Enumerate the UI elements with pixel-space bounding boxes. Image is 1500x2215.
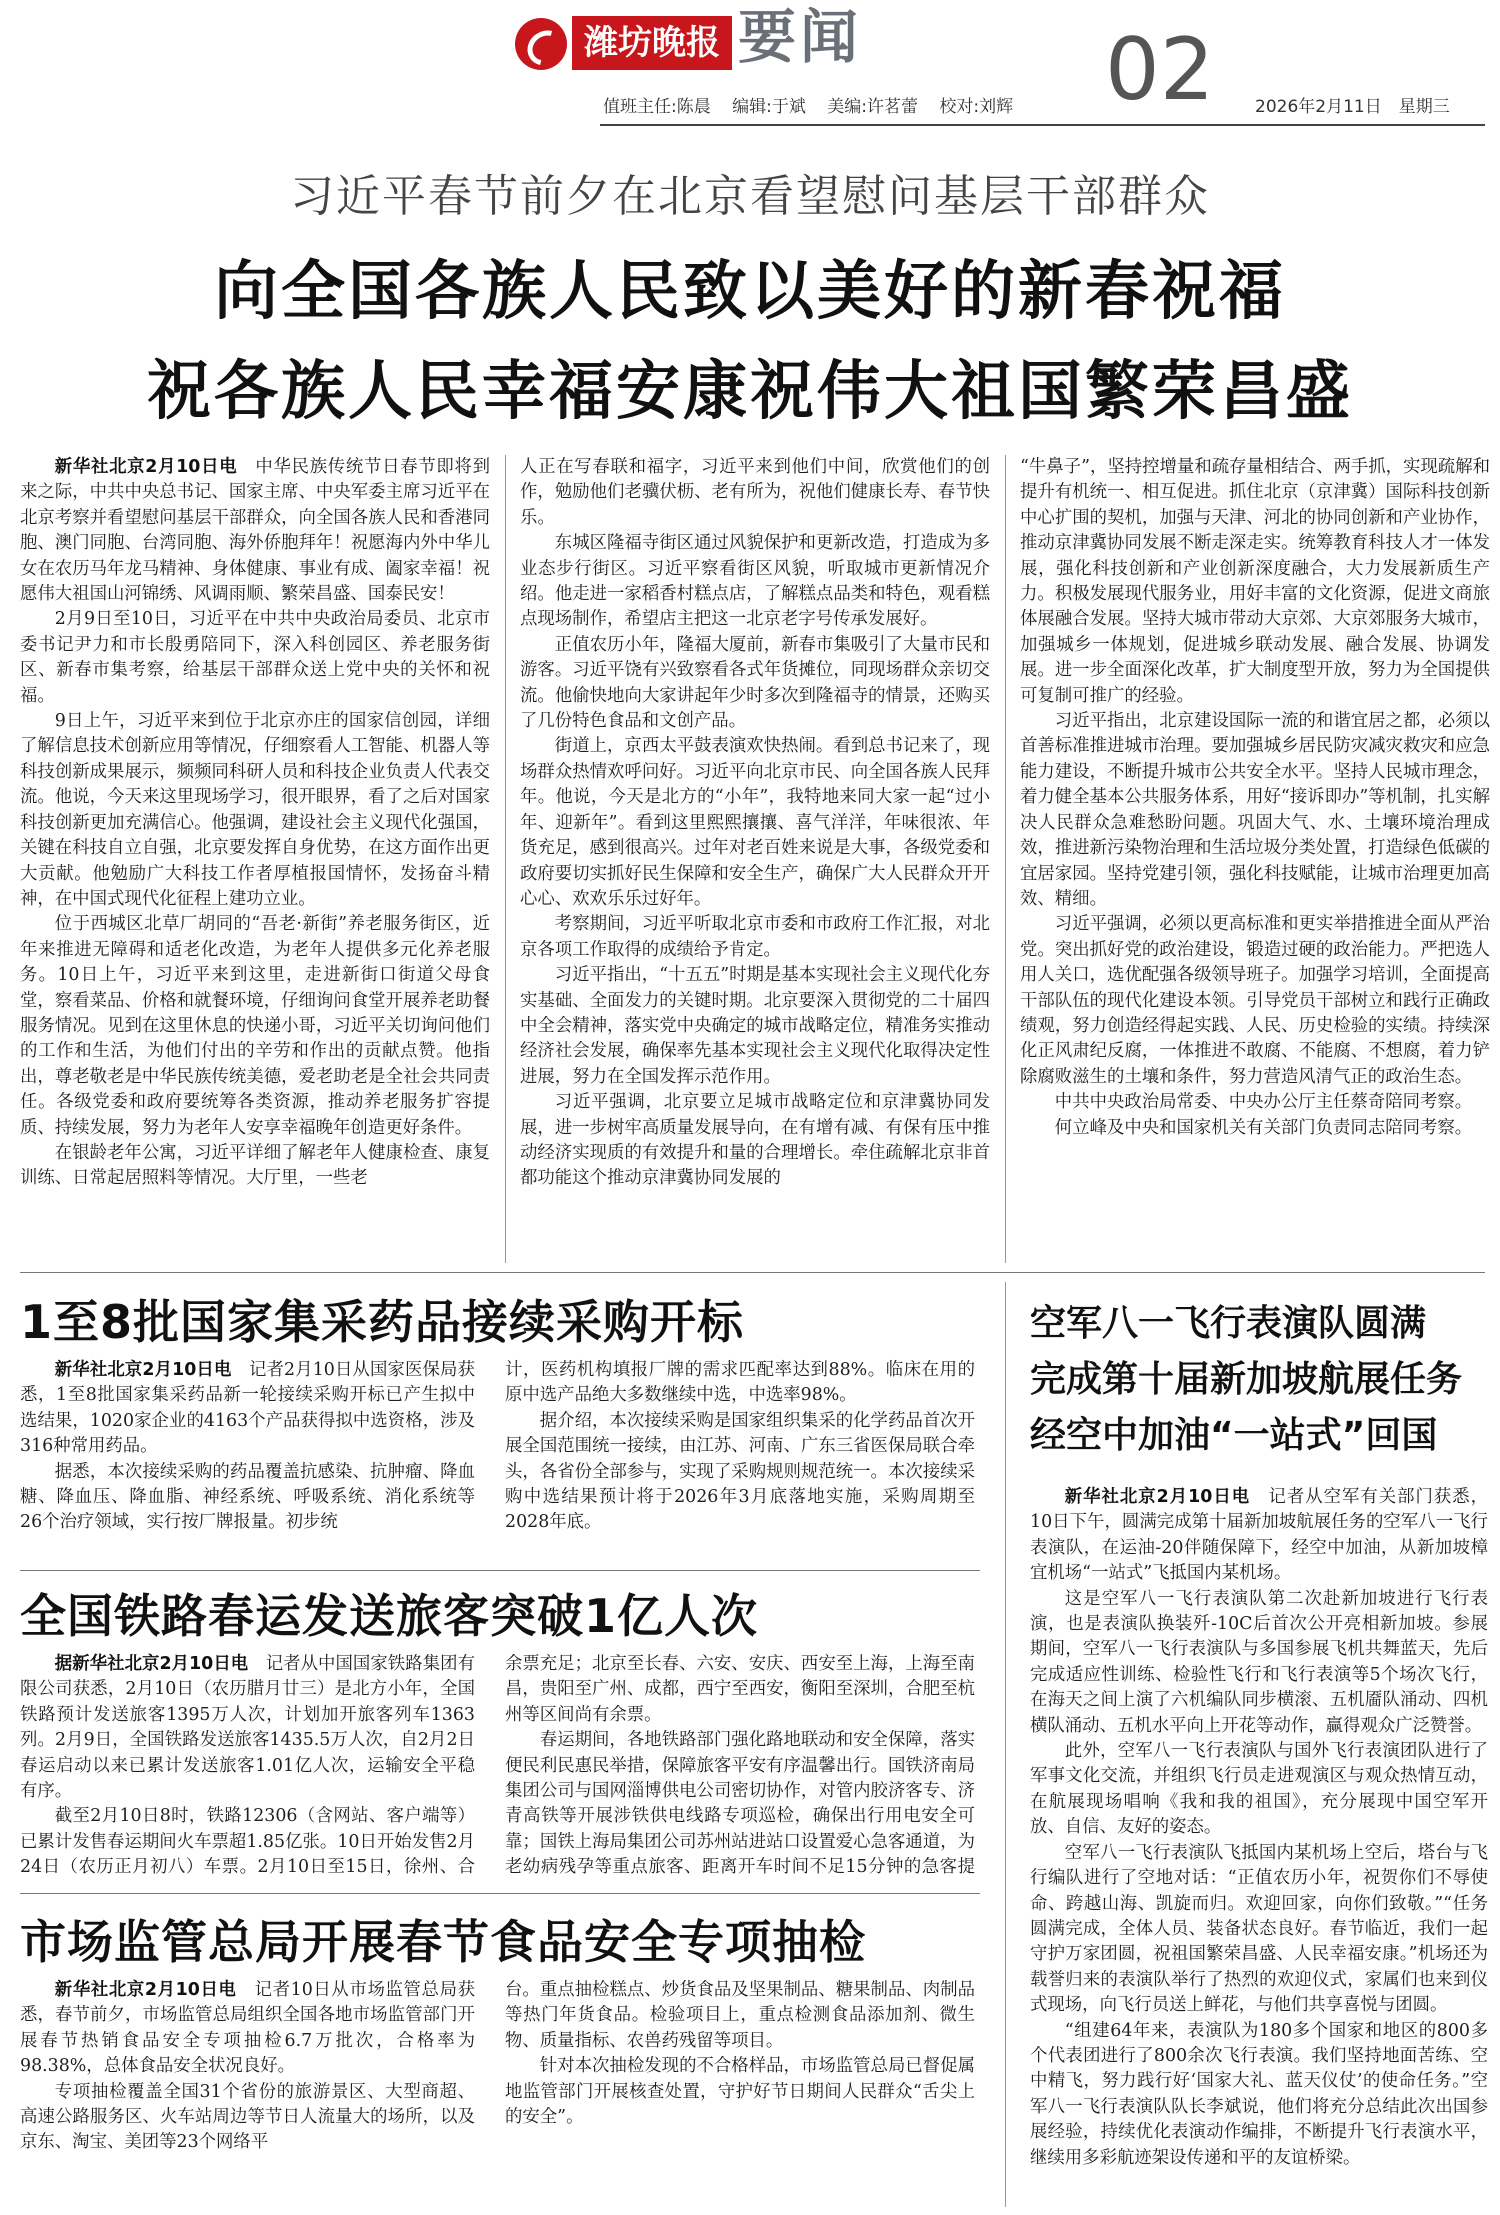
lead-paragraph: 在银龄老年公寓，习近平详细了解老年人健康检查、康复训练、日常起居照料等情况。大厅里，一些老 [20,1142,490,1189]
rail-column-1 [20,1652,475,1882]
lead-column-2 [520,455,990,1263]
lead-paragraph: “牛鼻子”，坚持控增量和疏存量相结合、两手抓，实现疏解和提升有机统一、相互促进。抓住北京（京津冀）国际科技创新中心扩围的契机，加强与天津、河北的协同创新和产业协作，推动京津冀协同发展不断走深走实。统筹教育科技人才一体发展，强化科技创新和产业创新深度融合，大力发展新质生产力。积极发展现代服务业，用好丰富的文化资源，促进文商旅体展融合发展。坚持大城市带动大京郊、大京郊服务大城市，加强城乡一体规划，促进城乡联动发展、融合发展、协调发展。进一步全面深化改革，扩大制度型开放，努力为全国提供可复制可推广的经验。 [1020,457,1490,706]
lead-paragraph: 街道上，京西太平鼓表演欢快热闹。看到总书记来了，现场群众热情欢呼问好。习近平向北京市民、向全国各族人民拜年。他说，今天是北方的“小年”，我特地来同大家一起“过小年、迎新年”。看到这里熙熙攘攘、喜气洋洋，年味很浓、年货充足，感到很高兴。过年对老百姓来说是大事，各级党委和政府要切实抓好民生保障和安全生产，确保广大人民群众开开心心、欢欢乐乐过好年。 [520,736,990,909]
section-divider [20,1272,1485,1273]
drugs-headline: 1至8批国家集采药品接续采购开标 [20,1295,745,1349]
drugs-paragraph: 计，医药机构填报厂牌的需求匹配率达到88%。临床在用的原中选产品绝大多数继续中选，中选率98%。 [505,1360,975,1406]
food-headline: 市场监管总局开展春节食品安全专项抽检 [20,1915,866,1969]
column-divider [1005,1282,1006,2207]
staff-credits [603,92,1029,117]
drugs-dateline: 新华社北京2月10日电 [54,1360,232,1380]
credit-proofreader: 校对:刘辉 [939,97,1014,117]
rail-headline: 全国铁路春运发送旅客突破1亿人次 [20,1589,759,1643]
credit-editor: 编辑:于斌 [732,97,806,117]
rail-dateline: 据新华社北京2月10日电 [54,1654,249,1674]
airforce-headline-line3: 经空中加油“一站式”回国 [1030,1415,1438,1456]
lead-paragraph: 习近平强调，北京要立足城市战略定位和京津冀协同发展，进一步树牢高质量发展导向，在有增有减、有保有压中推动经济实现质的有效提升和量的合理增长。牵住疏解北京非首都功能这个推动京津冀协同发展的 [520,1092,990,1189]
newspaper-logo: 潍坊晚报 [572,16,732,70]
airforce-paragraph: 新华社北京2月10日电 记者从空军有关部门获悉，10日下午，圆满完成第十届新加坡航展任务的空军八一飞行表演队，在运油-20伴随保障下，经空中加油，从新加坡樟宜机场“一站式”飞抵国内某机场。 [1030,1487,1488,1584]
lead-paragraph: 9日上午，习近平来到位于北京亦庄的国家信创园，详细了解信息技术创新应用等情况，仔细察看人工智能、机器人等科技创新成果展示，频频同科研人员和科技企业负责人代表交流。他说，今天来这里现场学习，很开眼界，看了之后对国家科技创新更加充满信心。他强调，建设社会主义现代化强国，关键在科技自立自强，北京要发挥自身优势，在这方面作出更大贡献。他勉励广大科技工作者厚植报国情怀，发扬奋斗精神，在中国式现代化征程上建功立业。 [20,711,490,909]
newspaper-logo-icon [515,18,567,70]
food-paragraph: 针对本次抽检发现的不合格样品，市场监管总局已督促属地监管部门开展核查处置，守护好节日期间人民群众“舌尖上的安全”。 [505,2056,975,2128]
lead-paragraph: 位于西城区北草厂胡同的“吾老·新街”养老服务街区，近年来推进无障碍和适老化改造，为老年人提供多元化养老服务。10日上午，习近平来到这里，走进新街口街道父母食堂，察看菜品、价格和就餐环境，仔细询问食堂开展养老助餐服务情况。见到在这里休息的快递小哥，习近平关切询问他们的工作和生活，为他们付出的辛劳和作出的贡献点赞。他指出，尊老敬老是中华民族传统美德，爱老助老是全社会共同责任。各级党委和政府要统筹各类资源，推动养老服务扩容提质、持续发展，努力为老年人安享幸福晚年创造更好条件。 [20,914,490,1138]
lead-paragraph: 东城区隆福寺街区通过风貌保护和更新改造，打造成为多业态步行街区。习近平察看街区风貌，听取城市更新情况介绍。他走进一家稻香村糕点店，了解糕点品类和特色，观看糕点现场制作，希望店主把这一北京老字号传承发展好。 [520,533,990,630]
rail-paragraph: 据新华社北京2月10日电 记者从中国国家铁路集团有限公司获悉，2月10日（农历腊月廿三）是北方小年，全国铁路预计发送旅客1395万人次，计划加开旅客列车1363列。2月9日，全国铁路发送旅客1435.5万人次，自2月2日春运启动以来已累计发送旅客1.01亿人次，运输安全平稳有序。 [20,1654,475,1802]
credit-designer: 美编:许茗蕾 [827,97,919,117]
airforce-dateline: 新华社北京2月10日电 [1064,1487,1251,1507]
lead-column-3 [1020,455,1490,1263]
lead-paragraph: 何立峰及中央和国家机关有关部门负责同志陪同考察。 [1054,1117,1473,1138]
lead-paragraph: 考察期间，习近平听取北京市委和市政府工作汇报，对北京各项工作取得的成绩给予肯定。 [520,914,990,960]
credit-duty: 值班主任:陈晨 [603,97,711,117]
lead-paragraph: 人正在写春联和福字，习近平来到他们中间，欣赏他们的创作，勉励他们老骥伏枥、老有所为，祝他们健康长寿、春节快乐。 [520,457,990,528]
lead-column-1 [20,455,490,1263]
lead-headline-line2: 祝各族人民幸福安康祝伟大祖国繁荣昌盛 [147,355,1353,429]
lead-kicker: 习近平春节前夕在北京看望慰问基层干部群众 [290,171,1210,222]
airforce-headline-line2: 完成第十届新加坡航展任务 [1030,1359,1463,1400]
lead-paragraph: 新华社北京2月10日电 中华民族传统节日春节即将到来之际，中共中央总书记、国家主席、中央军委主席习近平在北京考察并看望慰问基层干部群众，向全国各族人民和香港同胞、澳门同胞、台湾同胞、海外侨胞拜年！祝愿海内外中华儿女在农历马年龙马精神、身体健康、事业有成、阖家幸福！祝愿伟大祖国山河锦绣、风调雨顺、繁荣昌盛、国泰民安！ [20,457,490,605]
airforce-paragraph: “组建64年来，表演队为180多个国家和地区的800多个代表团进行了800余次飞行表演。我们坚持地面苦练、空中精飞，努力践行好‘国家大礼、蓝天仪仗’的使命任务。”空军八一飞行表演队队长李斌说，他们将充分总结此次出国参展经验，持续优化表演动作编排，不断提升飞行表演水平，继续用多彩航迹架设传递和平的友谊桥梁。 [1030,2020,1488,2168]
masthead-rule [600,124,1485,126]
airforce-paragraph: 这是空军八一飞行表演队第二次赴新加坡进行飞行表演，也是表演队换装歼-10C后首次公开亮相新加坡。参展期间，空军八一飞行表演队与多国参展飞机共舞蓝天，先后完成适应性训练、检验性飞行和飞行表演等5个场次飞行，在海天之间上演了六机编队同步横滚、五机靥队涌动、四机横队涌动、五机水平向上开花等动作，赢得观众广泛赞誉。 [1030,1588,1488,1736]
rail-column-2 [505,1652,975,1882]
airforce-column [1030,1485,1488,2207]
rail-paragraph: 截至2月10日8时，铁路12306（含网站、客户端等）已累计发售春运期间火车票超1.85亿张。10日开始发售2月24日（农历正月初八）车票。2月10日至15日，徐州、合 [20,1806,475,1878]
food-column-1 [20,1978,475,2208]
drugs-column-2 [505,1358,975,1563]
column-divider [1005,455,1006,1263]
drugs-paragraph: 据悉，本次接续采购的药品覆盖抗感染、抗肿瘤、降血糖、降血压、降血脂、神经系统、呼吸系统、消化系统等26个治疗领域，实行按厂牌报量。初步统 [20,1461,475,1533]
lead-dateline: 新华社北京2月10日电 [54,457,238,477]
food-dateline: 新华社北京2月10日电 [54,1980,237,2000]
food-paragraph: 台。重点抽检糕点、炒货食品及坚果制品、糖果制品、肉制品等热门年货食品。检验项目上，重点检测食品添加剂、微生物、质量指标、农兽药残留等项目。 [505,1980,975,2051]
airforce-paragraph: 此外，空军八一飞行表演队与国外飞行表演团队进行了军事文化交流，并组织飞行员走进观演区与观众热情互动，在航展现场唱响《我和我的祖国》，充分展现中国空军开放、自信、友好的姿态。 [1030,1741,1488,1838]
section-divider [20,1570,980,1571]
lead-paragraph: 中共中央政治局常委、中央办公厅主任蔡奇陪同考察。 [1054,1092,1473,1113]
section-title: 要闻 [738,3,863,71]
lead-paragraph: 2月9日至10日，习近平在中共中央政治局委员、北京市委书记尹力和市长殷勇陪同下，深入科创园区、养老服务街区、新春市集考察，给基层干部群众送上党中央的关怀和祝福。 [20,609,490,706]
drugs-column-1 [20,1358,475,1563]
food-paragraph: 新华社北京2月10日电 记者10日从市场监管总局获悉，春节前夕，市场监管总局组织全国各地市场监管部门开展春节热销食品安全专项抽检6.7万批次，合格率为98.38%，总体食品安全状况良好。 [20,1980,475,2077]
rail-paragraph: 春运期间，各地铁路部门强化路地联动和安全保障，落实便民利民惠民举措，保障旅客平安有序温馨出行。国铁济南局集团公司与国网淄博供电公司密切协作，对管内胶济客专、济青高铁等开展涉铁供电线路专项巡检，确保出行用电安全可靠；国铁上海局集团公司苏州站进站口设置爱心急客通道，为老幼病残孕等重点旅客、距离开车时间不足15分钟的急客提 [505,1730,975,1878]
lead-paragraph: 习近平指出，北京建设国际一流的和谐宜居之都，必须以首善标准推进城市治理。要加强城乡居民防灾减灾救灾和应急能力建设，不断提升城市公共安全水平。坚持人民城市理念，着力健全基本公共服务体系，用好“接诉即办”等机制，扎实解决人民群众急难愁盼问题。巩固大气、水、土壤环境治理成效，推进新污染物治理和生活垃圾分类处置，打造绿色低碳的宜居家园。坚持党建引领，强化科技赋能，让城市治理更加高效、精细。 [1020,711,1490,909]
food-column-2 [505,1978,975,2208]
lead-paragraph: 正值农历小年，隆福大厦前，新春市集吸引了大量市民和游客。习近平饶有兴致察看各式年货摊位，同现场群众亲切交流。他偷快地向大家讲起年少时多次到隆福寺的情景，还购买了几份特色食品和文创产品。 [520,634,990,732]
lead-paragraph: 习近平强调，必须以更高标准和更实举措推进全面从严治党。突出抓好党的政治建设，锻造过硬的政治能力。严把选人用人关口，选优配强各级领导班子。加强学习培训，全面提高干部队伍的现代化建设本领。引导党员干部树立和践行正确政绩观，努力创造经得起实践、人民、历史检验的实绩。持续深化正风肃纪反腐，一体推进不敢腐、不能腐、不想腐，着力铲除腐败滋生的土壤和条件，努力营造风清气正的政治生态。 [1020,914,1490,1087]
drugs-paragraph: 据介绍，本次接续采购是国家组织集采的化学药品首次开展全国范围统一接续，由江苏、河南、广东三省医保局联合牵头，各省份全部参与，实现了采购规则规范统一。本次接续采购中选结果预计将于2026年3月底落地实施，采购周期至2028年底。 [505,1410,975,1533]
airforce-paragraph: 空军八一飞行表演队飞抵国内某机场上空后，塔台与飞行编队进行了空地对话：“正值农历小年，祝贺你们不辱使命、跨越山海、凯旋而归。欢迎回家，向你们致敬。”“任务圆满完成，全体人员、装备状态良好。春节临近，我们一起守护万家团圆，祝祖国繁荣昌盛、人民幸福安康。”机场还为载誉归来的表演队举行了热烈的欢迎仪式，家属们也来到仪式现场，向飞行员送上鲜花，与他们共享喜悦与团圆。 [1030,1842,1488,2016]
rail-paragraph: 余票充足；北京至长春、六安、安庆、西安至上海，上海至南昌，贵阳至广州、成都，西宁至西安，衡阳至深圳，合肥至杭州等区间尚有余票。 [505,1654,975,1725]
lead-headline-line1: 向全国各族人民致以美好的新春祝福 [214,255,1286,329]
lead-paragraph: 习近平指出，“十五五”时期是基本实现社会主义现代化夯实基础、全面发力的关键时期。北京要深入贯彻党的二十届四中全会精神，落实党中央确定的城市战略定位，精准务实推动经济社会发展，确保率先基本实现社会主义现代化取得决定性进展，努力在全国发挥示范作用。 [520,965,990,1087]
section-divider [20,1893,980,1894]
food-paragraph: 专项抽检覆盖全国31个省份的旅游景区、大型商超、高速公路服务区、火车站周边等节日人流量大的场所，以及京东、淘宝、美团等23个网络平 [20,2081,475,2153]
drugs-paragraph: 新华社北京2月10日电 记者2月10日从国家医保局获悉，1至8批国家集采药品新一轮接续采购开标已产生拟中选结果，1020家企业的4163个产品获得拟中选资格，涉及316种常用药品。 [20,1360,475,1457]
airforce-headline-line1: 空军八一飞行表演队圆满 [1030,1303,1427,1344]
page-number: 02 [1105,20,1215,120]
airforce-headline [1030,1296,1490,1464]
column-divider [505,455,506,1263]
issue-date: 2026年2月11日 星期三 [1255,97,1450,117]
